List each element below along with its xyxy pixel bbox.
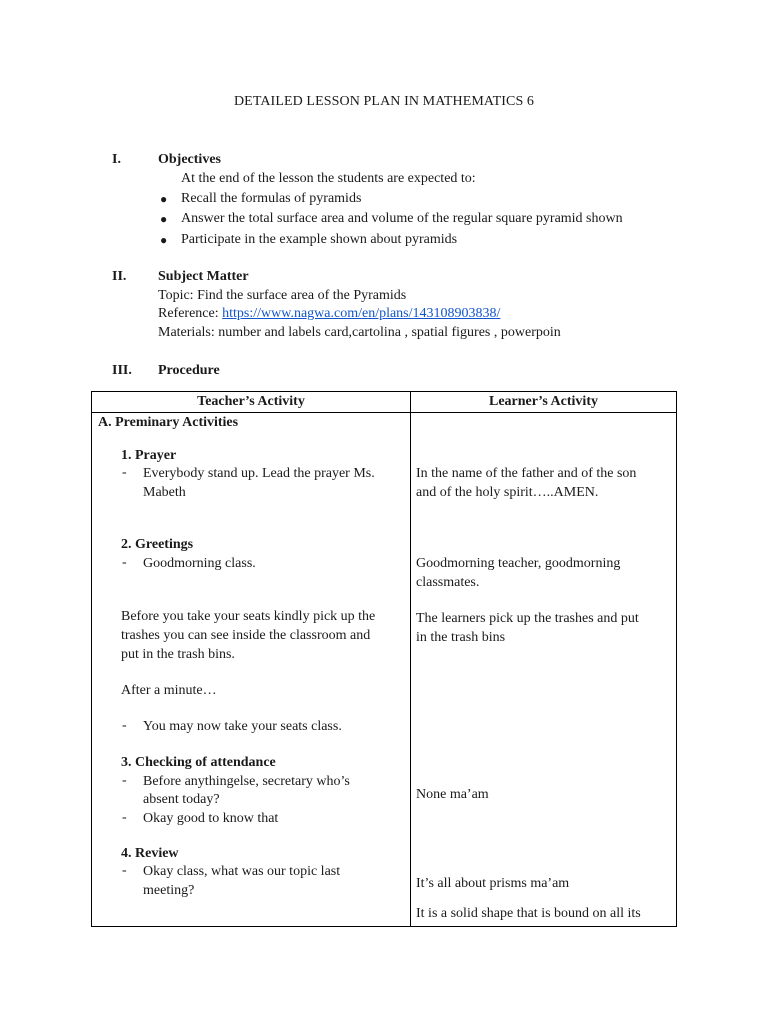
section-number-objectives: I. — [112, 152, 121, 167]
review-learner-line: It is a solid shape that is bound on all its — [416, 906, 641, 921]
header-learner-activity: Learner’s Activity — [489, 394, 598, 409]
reference-link[interactable]: https://www.nagwa.com/en/plans/143108903838/ — [222, 306, 501, 321]
section-number-procedure: III. — [112, 363, 132, 378]
prayer-heading: 1. Prayer — [121, 448, 177, 463]
seats-teacher-line: trashes you can see inside the classroom and — [121, 628, 371, 643]
seats-teacher-line: put in the trash bins. — [121, 647, 235, 662]
dash-marker: - — [122, 863, 127, 878]
review-teacher-line: Okay class, what was our topic last — [143, 864, 341, 879]
reference-line — [158, 306, 500, 322]
dash-marker: - — [122, 810, 127, 825]
greetings-teacher-line: Goodmorning class. — [143, 556, 256, 571]
bullet-icon: ● — [160, 212, 168, 226]
dash-marker: - — [122, 718, 127, 733]
reference-label: Reference: — [158, 306, 223, 321]
review-learner-line: It’s all about prisms ma’am — [416, 876, 570, 891]
greetings-learner-line: Goodmorning teacher, goodmorning — [416, 556, 621, 571]
greetings-heading: 2. Greetings — [121, 537, 194, 552]
materials-line: Materials: number and labels card,cartolina , spatial figures , powerpoin — [158, 325, 561, 340]
section-heading-subject: Subject Matter — [158, 269, 249, 284]
header-teacher-activity: Teacher’s Activity — [197, 394, 305, 409]
dash-marker: - — [122, 465, 127, 480]
attendance-teacher-line: Okay good to know that — [143, 811, 279, 826]
greetings-learner-line: classmates. — [416, 575, 480, 590]
dash-marker: - — [122, 555, 127, 570]
attendance-heading: 3. Checking of attendance — [121, 755, 276, 770]
section-number-subject: II. — [112, 269, 127, 284]
attendance-teacher-line: Before anythingelse, secretary who’s — [143, 774, 350, 789]
section-heading-objectives: Objectives — [158, 152, 221, 167]
attendance-teacher-line: absent today? — [143, 792, 220, 807]
review-heading: 4. Review — [121, 846, 179, 861]
take-seats-line: You may now take your seats class. — [143, 719, 342, 734]
objective-item: Recall the formulas of pyramids — [181, 191, 362, 206]
dash-marker: - — [122, 773, 127, 788]
objective-item: Participate in the example shown about pyramids — [181, 232, 458, 247]
section-heading-procedure: Procedure — [158, 363, 220, 378]
prayer-teacher-line: Everybody stand up. Lead the prayer Ms. — [143, 466, 375, 481]
attendance-learner-line: None ma’am — [416, 787, 489, 802]
after-a-minute-line: After a minute… — [121, 683, 217, 698]
section-preliminary-activities: A. Preminary Activities — [98, 415, 239, 430]
page-title: DETAILED LESSON PLAN IN MATHEMATICS 6 — [233, 94, 535, 109]
prayer-learner-line: and of the holy spirit…..AMEN. — [416, 485, 599, 500]
seats-teacher-line: Before you take your seats kindly pick up the — [121, 609, 376, 624]
seats-learner-line: in the trash bins — [416, 630, 506, 645]
topic-line: Topic: Find the surface area of the Pyramids — [158, 288, 407, 303]
bullet-icon: ● — [160, 233, 168, 247]
objectives-intro: At the end of the lesson the students are expected to: — [181, 171, 476, 186]
prayer-teacher-line: Mabeth — [143, 485, 186, 500]
review-teacher-line: meeting? — [143, 883, 195, 898]
prayer-learner-line: In the name of the father and of the son — [416, 466, 637, 481]
bullet-icon: ● — [160, 192, 168, 206]
table-column-divider — [410, 392, 411, 926]
seats-learner-line: The learners pick up the trashes and put — [416, 611, 639, 626]
activity-table — [91, 391, 677, 927]
objective-item: Answer the total surface area and volume of the regular square pyramid shown — [181, 211, 623, 226]
